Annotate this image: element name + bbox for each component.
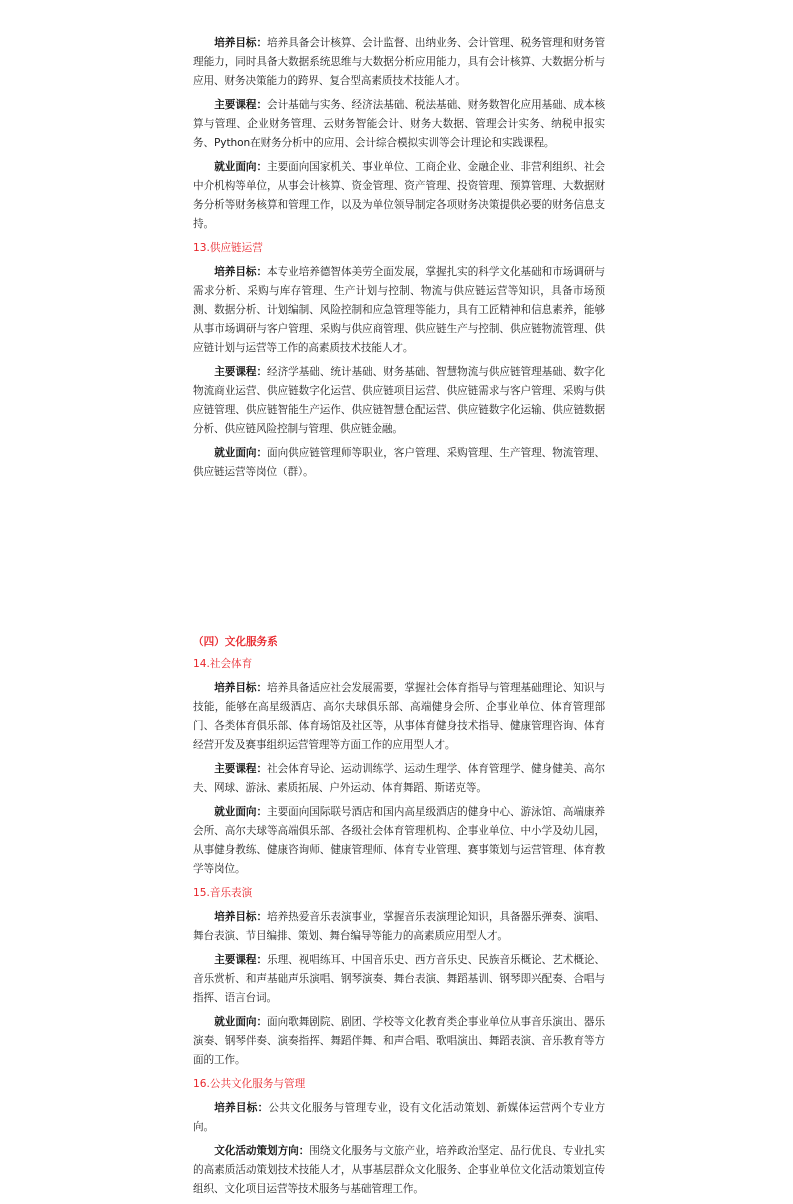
paragraph-text: 培养具备适应社会发展需要，掌握社会体育指导与管理基础理论、知识与技能，能够在高星级酒店、高尔夫球俱乐部、高端健身会所、企事业单位、体育管理部门、各类体育俱乐部、体育场馆及社区等，从事体育健身技术指导、健康管理咨询、体育经营开发及赛事组织运营管理等方面工作的应用型人才。 [193, 682, 605, 751]
paragraph-label: 主要课程： [214, 954, 268, 966]
paragraph-label: 主要课程： [214, 366, 268, 378]
paragraph-event-planning-direction [193, 1142, 605, 1199]
paragraph-text: 面向歌舞剧院、剧团、学校等文化教育类企事业单位从事音乐演出、器乐演奏、钢琴伴奏、演奏指挥、舞蹈伴舞、和声合唱、歌唱演出、舞蹈表演、音乐教育等方面的工作。 [193, 1016, 605, 1066]
paragraph-sports-courses [193, 760, 605, 798]
paragraph-sports-employment [193, 803, 605, 879]
paragraph-music-goal [193, 908, 605, 946]
major-heading-public-culture: 16.公共文化服务与管理 [193, 1078, 306, 1090]
paragraph-label: 培养目标： [214, 682, 268, 694]
paragraph-label: 就业面向： [214, 447, 268, 459]
paragraph-text: 围绕文化服务与文旅产业，培养政治坚定、品行优良、专业扎实的高素质活动策划技术技能人才，从事基层群众文化服务、企事业单位文化活动策划宣传组织、文化项目运营等技术服务与基础管理工作。 [193, 1145, 605, 1195]
page-blank-space [193, 487, 605, 633]
paragraph-accounting-courses [193, 96, 605, 153]
major-heading-social-sports: 14.社会体育 [193, 658, 253, 670]
paragraph-text: 乐理、视唱练耳、中国音乐史、西方音乐史、民族音乐概论、艺术概论、音乐赏析、和声基础声乐演唱、钢琴演奏、舞台表演、舞蹈基训、钢琴即兴配奏、合唱与指挥、语言台词。 [193, 954, 605, 1004]
paragraph-text: 主要面向国际联号酒店和国内高星级酒店的健身中心、游泳馆、高端康养会所、高尔夫球等高端俱乐部、各级社会体育管理机构、企事业单位、中小学及幼儿园，从事健身教练、健康咨询师、健康管理师、体育专业管理、赛事策划与运营管理、体育教学等岗位。 [193, 806, 605, 875]
paragraph-label: 就业面向： [214, 161, 268, 173]
paragraph-text: 培养具备会计核算、会计监督、出纳业务、会计管理、税务管理和财务管理能力，同时具备大数据系统思维与大数据分析应用能力，具有会计核算、大数据分析与应用、财务决策能力的跨界、复合型高素质技术技能人才。 [193, 37, 605, 87]
paragraph-accounting-goal [193, 34, 605, 91]
paragraph-text: 本专业培养德智体美劳全面发展，掌握扎实的科学文化基础和市场调研与需求分析、采购与库存管理、生产计划与控制、物流与供应链运营等知识，具备市场预测、数据分析、计划编制、风险控制和应急管理等能力，具有工匠精神和信息素养，能够从事市场调研与客户管理、采购与供应商管理、供应链生产与控制、供应链物流管理、供应链计划与运营等工作的高素质技术技能人才。 [193, 266, 605, 354]
paragraph-text: 主要面向国家机关、事业单位、工商企业、金融企业、非营利组织、社会中介机构等单位，从事会计核算、资金管理、资产管理、投资管理、预算管理、大数据财务分析等财务核算和管理工作，以及为单位领导制定各项财务决策提供必要的财务信息支持。 [193, 161, 605, 230]
paragraph-label: 主要课程： [214, 763, 268, 775]
paragraph-supply-chain-employment [193, 444, 605, 482]
paragraph-supply-chain-goal [193, 263, 605, 358]
section-heading-culture: （四）文化服务系 [193, 636, 278, 648]
paragraph-supply-chain-courses [193, 363, 605, 439]
major-heading-supply-chain: 13.供应链运营 [193, 242, 263, 254]
paragraph-music-employment [193, 1013, 605, 1070]
paragraph-label: 文化活动策划方向： [214, 1145, 310, 1157]
paragraph-accounting-employment [193, 158, 605, 234]
document-page [193, 34, 605, 1204]
paragraph-label: 培养目标： [214, 37, 268, 49]
paragraph-sports-goal [193, 679, 605, 755]
paragraph-label: 培养目标： [214, 1102, 269, 1114]
paragraph-label: 主要课程： [214, 99, 268, 111]
paragraph-text: 经济学基础、统计基础、财务基础、智慧物流与供应链管理基础、数字化物流商业运营、供应链数字化运营、供应链项目运营、供应链需求与客户管理、采购与供应链管理、供应链智能生产运作、供应链智慧仓配运营、供应链数字化运输、供应链数据分析、供应链风险控制与管理、供应链金融。 [193, 366, 605, 435]
paragraph-text: 社会体育导论、运动训练学、运动生理学、体育管理学、健身健美、高尔夫、网球、游泳、素质拓展、户外运动、体育舞蹈、斯诺克等。 [193, 763, 605, 794]
paragraph-text: 公共文化服务与管理专业，设有文化活动策划、新媒体运营两个专业方向。 [193, 1102, 606, 1133]
paragraph-public-culture-goal [193, 1099, 605, 1137]
major-heading-music: 15.音乐表演 [193, 887, 253, 899]
paragraph-text: 会计基础与实务、经济法基础、税法基础、财务数智化应用基础、成本核算与管理、企业财务管理、云财务智能会计、财务大数据、管理会计实务、纳税申报实务、Python在财务分析中的应用、会计综合模拟实训等会计理论和实践课程。 [193, 99, 605, 149]
paragraph-label: 就业面向： [214, 1016, 268, 1028]
paragraph-label: 就业面向： [214, 806, 268, 818]
paragraph-music-courses [193, 951, 605, 1008]
paragraph-text: 面向供应链管理师等职业，客户管理、采购管理、生产管理、物流管理、供应链运营等岗位（群）。 [193, 447, 605, 478]
paragraph-label: 培养目标： [214, 911, 268, 923]
paragraph-text: 培养热爱音乐表演事业，掌握音乐表演理论知识，具备器乐弹奏、演唱、舞台表演、节目编排、策划、舞台编导等能力的高素质应用型人才。 [193, 911, 605, 942]
paragraph-label: 培养目标： [214, 266, 268, 278]
